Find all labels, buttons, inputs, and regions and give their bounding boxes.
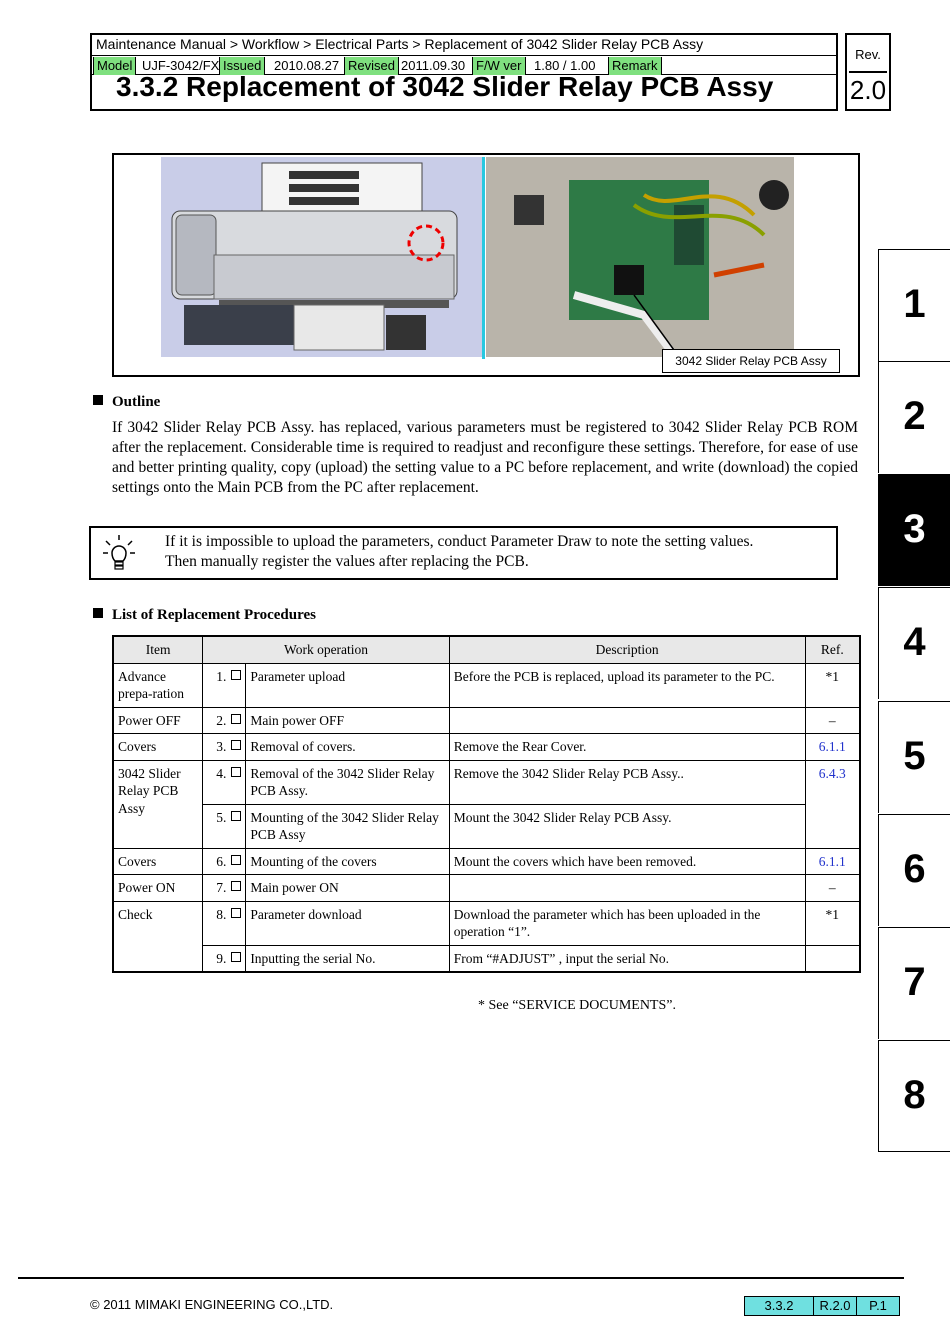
step-number: 5.: [216, 809, 227, 825]
row-item: Power ON: [113, 875, 203, 902]
breadcrumb: Maintenance Manual > Workflow > Electrical Parts > Replacement of 3042 Slider Relay PCB Assy: [96, 36, 704, 52]
row-step: [203, 734, 246, 761]
step-number: 9.: [216, 950, 227, 966]
chapter-tab-5[interactable]: 5: [878, 701, 950, 813]
row-ref: –: [805, 875, 860, 902]
procedures-table: [112, 635, 861, 973]
row-description: [449, 707, 805, 734]
table-row: [113, 875, 860, 902]
fw-value: 1.80 / 1.00: [534, 58, 596, 73]
table-row: [113, 734, 860, 761]
row-work: Main power ON: [246, 875, 449, 902]
row-description: Mount the covers which have been removed.: [449, 848, 805, 875]
row-item: Covers: [113, 734, 203, 761]
table-footnote: * See “SERVICE DOCUMENTS”.: [478, 998, 676, 1013]
chapter-tab-3[interactable]: 3: [878, 474, 950, 586]
revised-label: Revised: [344, 57, 399, 75]
step-number: 3.: [216, 739, 227, 754]
table-row: [113, 945, 860, 972]
model-label: Model: [93, 57, 136, 75]
checkbox-icon: [231, 714, 241, 724]
table-row: [113, 663, 860, 707]
outline-heading-text: Outline: [112, 394, 161, 410]
row-step: [203, 804, 246, 848]
footer-page: P.1: [857, 1297, 899, 1315]
row-work: Removal of the 3042 Slider Relay PCB Assy.: [246, 760, 449, 804]
checkbox-icon: [231, 740, 241, 750]
row-description: Before the PCB is replaced, upload its parameter to the PC.: [449, 663, 805, 707]
document-header: [90, 33, 838, 111]
row-step: [203, 663, 246, 707]
printer-and-pcb-illustration: [114, 155, 858, 375]
footer-divider: [18, 1277, 904, 1279]
table-row: [113, 901, 860, 945]
figure-frame: [112, 153, 860, 377]
lightbulb-icon: [101, 533, 137, 573]
row-step: [203, 707, 246, 734]
row-step: [203, 848, 246, 875]
checkbox-icon: [231, 855, 241, 865]
revision-box: [845, 33, 891, 111]
step-number: 6.: [216, 853, 227, 869]
row-work: Removal of covers.: [246, 734, 449, 761]
step-number: 4.: [216, 765, 227, 781]
footer-section: 3.3.2: [745, 1297, 814, 1315]
row-ref: [805, 734, 860, 761]
step-number: 7.: [216, 880, 227, 895]
outline-paragraph: If 3042 Slider Relay PCB Assy. has replaced, various parameters must be registered to 3042 Slider Relay PCB ROM after the replacement. Considerable time is required to readjust and reconfigure these settings. Therefore, for ease of use and better printing quality, copy (upload) the setting value to a PC before replacement, and write (download) the copied settings onto the Main PCB from the PC after replacement.: [112, 419, 858, 496]
model-value: UJF-3042/FX: [142, 58, 220, 73]
copyright: © 2011 MIMAKI ENGINEERING CO.,LTD.: [90, 1297, 334, 1312]
row-work: Inputting the serial No.: [246, 945, 449, 972]
row-step: [203, 875, 246, 902]
row-ref: [805, 848, 860, 875]
table-header-row: [113, 636, 860, 663]
row-work: Parameter download: [246, 901, 449, 945]
row-description: Remove the 3042 Slider Relay PCB Assy..: [449, 760, 805, 804]
column-header-item: Item: [113, 636, 203, 663]
step-number: 1.: [216, 668, 227, 684]
row-step: [203, 945, 246, 972]
revision-label: Rev.: [855, 47, 881, 62]
checkbox-icon: [231, 881, 241, 891]
column-header-ref: Ref.: [805, 636, 860, 663]
table-row: [113, 760, 860, 804]
tip-line-2: Then manually register the values after replacing the PCB.: [165, 553, 529, 570]
row-item: Check: [113, 901, 203, 972]
chapter-tab-1[interactable]: 1: [878, 249, 950, 361]
checkbox-icon: [231, 767, 241, 777]
step-number: 2.: [216, 712, 227, 728]
row-description: Download the parameter which has been uploaded in the operation “1”.: [449, 901, 805, 945]
checkbox-icon: [231, 908, 241, 918]
table-row: [113, 804, 860, 848]
procedures-heading: [93, 607, 316, 624]
tip-text: [165, 532, 753, 572]
pcb-callout-label: 3042 Slider Relay PCB Assy: [662, 349, 840, 373]
column-header-description: Description: [449, 636, 805, 663]
chapter-tab-7[interactable]: 7: [878, 927, 950, 1039]
row-description: Remove the Rear Cover.: [449, 734, 805, 761]
fw-label: F/W ver: [472, 57, 526, 75]
revision-value: 2.0: [849, 71, 887, 107]
row-ref: [805, 945, 860, 972]
chapter-tab-2[interactable]: 2: [878, 361, 950, 473]
row-item: Advance prepa-ration: [113, 663, 203, 707]
outline-heading: [93, 394, 160, 411]
row-ref: –: [805, 707, 860, 734]
footer-revision: R.2.0: [814, 1297, 857, 1315]
row-step: [203, 760, 246, 804]
page-title: 3.3.2 Replacement of 3042 Slider Relay PCB Assy: [116, 71, 774, 102]
square-bullet-icon: [93, 395, 103, 405]
section-link[interactable]: 6.1.1: [818, 853, 846, 869]
chapter-tab-6[interactable]: 6: [878, 814, 950, 926]
chapter-tab-4[interactable]: 4: [878, 587, 950, 699]
issued-label: Issued: [219, 57, 265, 75]
chapter-tab-8[interactable]: 8: [878, 1040, 950, 1152]
column-header-work: Work operation: [203, 636, 449, 663]
page-info: [744, 1296, 900, 1316]
table-row: [113, 848, 860, 875]
row-work: Parameter upload: [246, 663, 449, 707]
step-number: 8.: [216, 906, 227, 922]
revised-value: 2011.09.30: [401, 58, 466, 73]
row-item: Power OFF: [113, 707, 203, 734]
row-step: [203, 901, 246, 945]
row-item: Covers: [113, 848, 203, 875]
table-row: [113, 707, 860, 734]
tip-note: [89, 526, 838, 580]
checkbox-icon: [231, 811, 241, 821]
checkbox-icon: [231, 952, 241, 962]
pcb-photo-content: [486, 157, 794, 357]
section-link[interactable]: 6.1.1: [818, 739, 846, 754]
row-work: Mounting of the 3042 Slider Relay PCB Assy: [246, 804, 449, 848]
row-description: [449, 875, 805, 902]
row-ref: [805, 760, 860, 848]
remark-label: Remark: [608, 57, 662, 75]
row-item: 3042 Slider Relay PCB Assy: [113, 760, 203, 848]
row-ref: *1: [805, 901, 860, 945]
checkbox-icon: [231, 670, 241, 680]
section-link[interactable]: 6.4.3: [818, 765, 846, 781]
issued-value: 2010.08.27: [274, 58, 340, 73]
row-description: From “#ADJUST” , input the serial No.: [449, 945, 805, 972]
row-work: Mounting of the covers: [246, 848, 449, 875]
tip-line-1: If it is impossible to upload the parameters, conduct Parameter Draw to note the setting values.: [165, 533, 754, 550]
procedures-heading-text: List of Replacement Procedures: [112, 607, 316, 623]
row-description: Mount the 3042 Slider Relay PCB Assy.: [449, 804, 805, 848]
row-work: Main power OFF: [246, 707, 449, 734]
square-bullet-icon: [93, 608, 103, 618]
row-ref: *1: [805, 663, 860, 707]
